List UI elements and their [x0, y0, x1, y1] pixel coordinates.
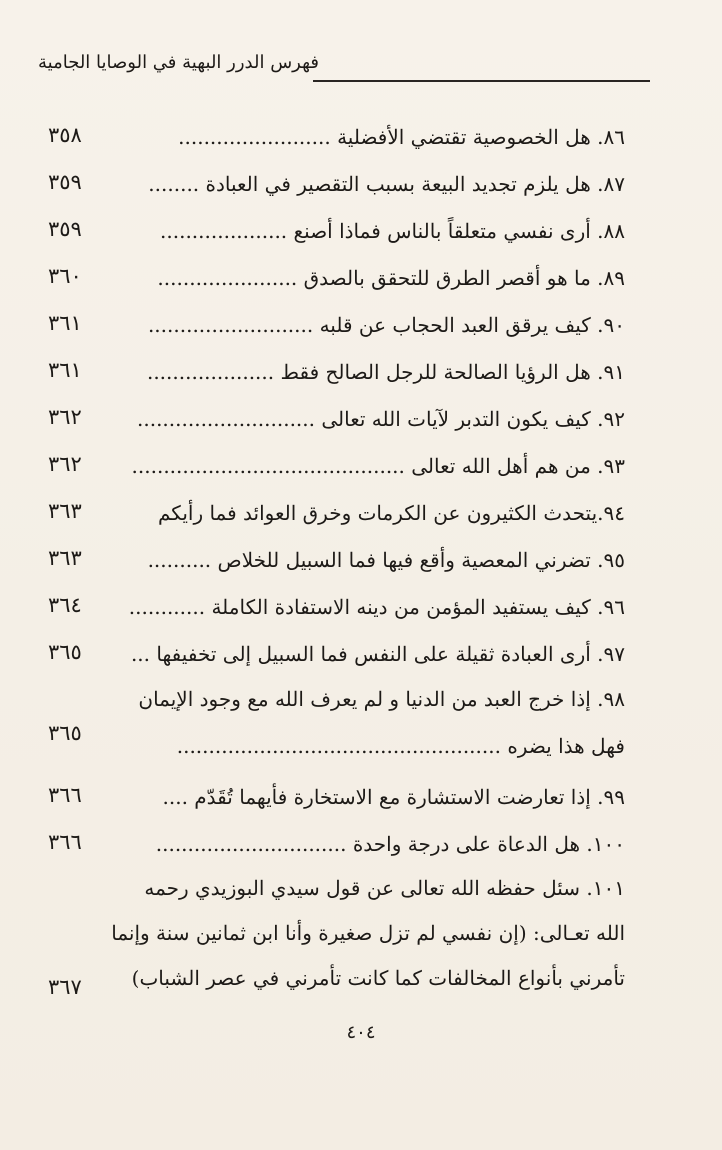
- index-entry: [48, 351, 625, 397]
- entry-page-number: ٣٦٥: [48, 640, 82, 664]
- entry-title: ٨٧. هل يلزم تجديد البيعة بسبب التقصير في العبادة ........: [148, 172, 625, 196]
- entry-page-number: ٣٥٨: [48, 123, 82, 147]
- entry-title-line: تأمرني بأنواع المخالفات كما كانت تأمرني في عصر الشباب): [131, 966, 625, 990]
- index-entry: [48, 445, 625, 491]
- index-entry: [48, 539, 625, 585]
- header-title: فهرس الدرر البهية في الوصايا الجامية: [38, 52, 319, 73]
- entry-title-line: فهل هذا يضره ...................................................: [176, 734, 625, 758]
- index-entry: [48, 633, 625, 679]
- entry-title: ٩٢. كيف يكون التدبر لآيات الله تعالى ............................: [137, 407, 625, 431]
- entry-title: ١٠٠. هل الدعاة على درجة واحدة ..............................: [155, 832, 625, 856]
- entry-page-number: ٣٥٩: [48, 170, 82, 194]
- entry-title: ٩٩. إذا تعارضت الاستشارة مع الاستخارة فأيهما تُقَدّم ....: [162, 785, 625, 809]
- entry-page-number: ٣٥٩: [48, 217, 82, 241]
- entry-title: ٨٨. أرى نفسي متعلقاً بالناس فماذا أصنع ....................: [160, 219, 625, 243]
- index-entry: [48, 210, 625, 256]
- entry-page-number: ٣٦١: [48, 358, 82, 382]
- entry-page-number: ٣٦٢: [48, 405, 82, 429]
- entry-title: ٩٤.يتحدث الكثيرون عن الكرمات وخرق العوائد فما رأيكم: [157, 501, 625, 525]
- index-entry: [48, 776, 625, 822]
- index-entry: [48, 398, 625, 444]
- entry-page-number: ٣٦٦: [48, 783, 82, 807]
- entry-page-number: ٣٦٥: [48, 721, 82, 745]
- entry-title: ٩٣. من هم أهل الله تعالى ...........................................: [131, 454, 625, 478]
- entry-title-line: ٩٨. إذا خرج العبد من الدنيا و لم يعرف الله مع وجود الإيمان: [138, 687, 625, 711]
- entry-page-number: ٣٦١: [48, 311, 82, 335]
- entry-title: ٨٦. هل الخصوصية تقتضي الأفضلية ........................: [178, 125, 625, 149]
- entry-title: ٩٧. أرى العبادة ثقيلة على النفس فما السبيل إلى تخفيفها ...: [130, 642, 625, 666]
- entry-page-number: ٣٦٤: [48, 593, 82, 617]
- page-number-footer: ٤٠٤: [346, 1022, 376, 1043]
- entry-title: ٩١. هل الرؤيا الصالحة للرجل الصالح فقط ....................: [146, 360, 625, 384]
- index-entry: [48, 257, 625, 303]
- index-entry: [48, 163, 625, 209]
- entry-title: ٩٥. تضرني المعصية وأقع فيها فما السبيل للخلاص ..........: [147, 548, 625, 572]
- index-entry: [48, 492, 625, 538]
- entry-title: ٨٩. ما هو أقصر الطرق للتحقق بالصدق ......................: [157, 266, 625, 290]
- entry-title-line: الله تعـالى: (إن نفسي لم تزل صغيرة وأنا ابن ثمانين سنة وإنما: [111, 921, 625, 945]
- entry-page-number: ٣٦٧: [48, 975, 82, 999]
- entry-page-number: ٣٦٣: [48, 546, 82, 570]
- entry-page-number: ٣٦٢: [48, 452, 82, 476]
- index-entry: [48, 586, 625, 632]
- entry-title: ٩٦. كيف يستفيد المؤمن من دينه الاستفادة الكاملة ............: [128, 595, 625, 619]
- entry-page-number: ٣٦٦: [48, 830, 82, 854]
- entry-title: ٩٠. كيف يرقق العبد الحجاب عن قلبه ..........................: [147, 313, 625, 337]
- entry-page-number: ٣٦٣: [48, 499, 82, 523]
- index-entry: [48, 116, 625, 162]
- entry-page-number: ٣٦٠: [48, 264, 82, 288]
- entry-title-line: ١٠١. سئل حفظه الله تعالى عن قول سيدي البوزيدي رحمه: [144, 876, 625, 900]
- index-entry: [48, 304, 625, 350]
- index-entry: [48, 823, 625, 869]
